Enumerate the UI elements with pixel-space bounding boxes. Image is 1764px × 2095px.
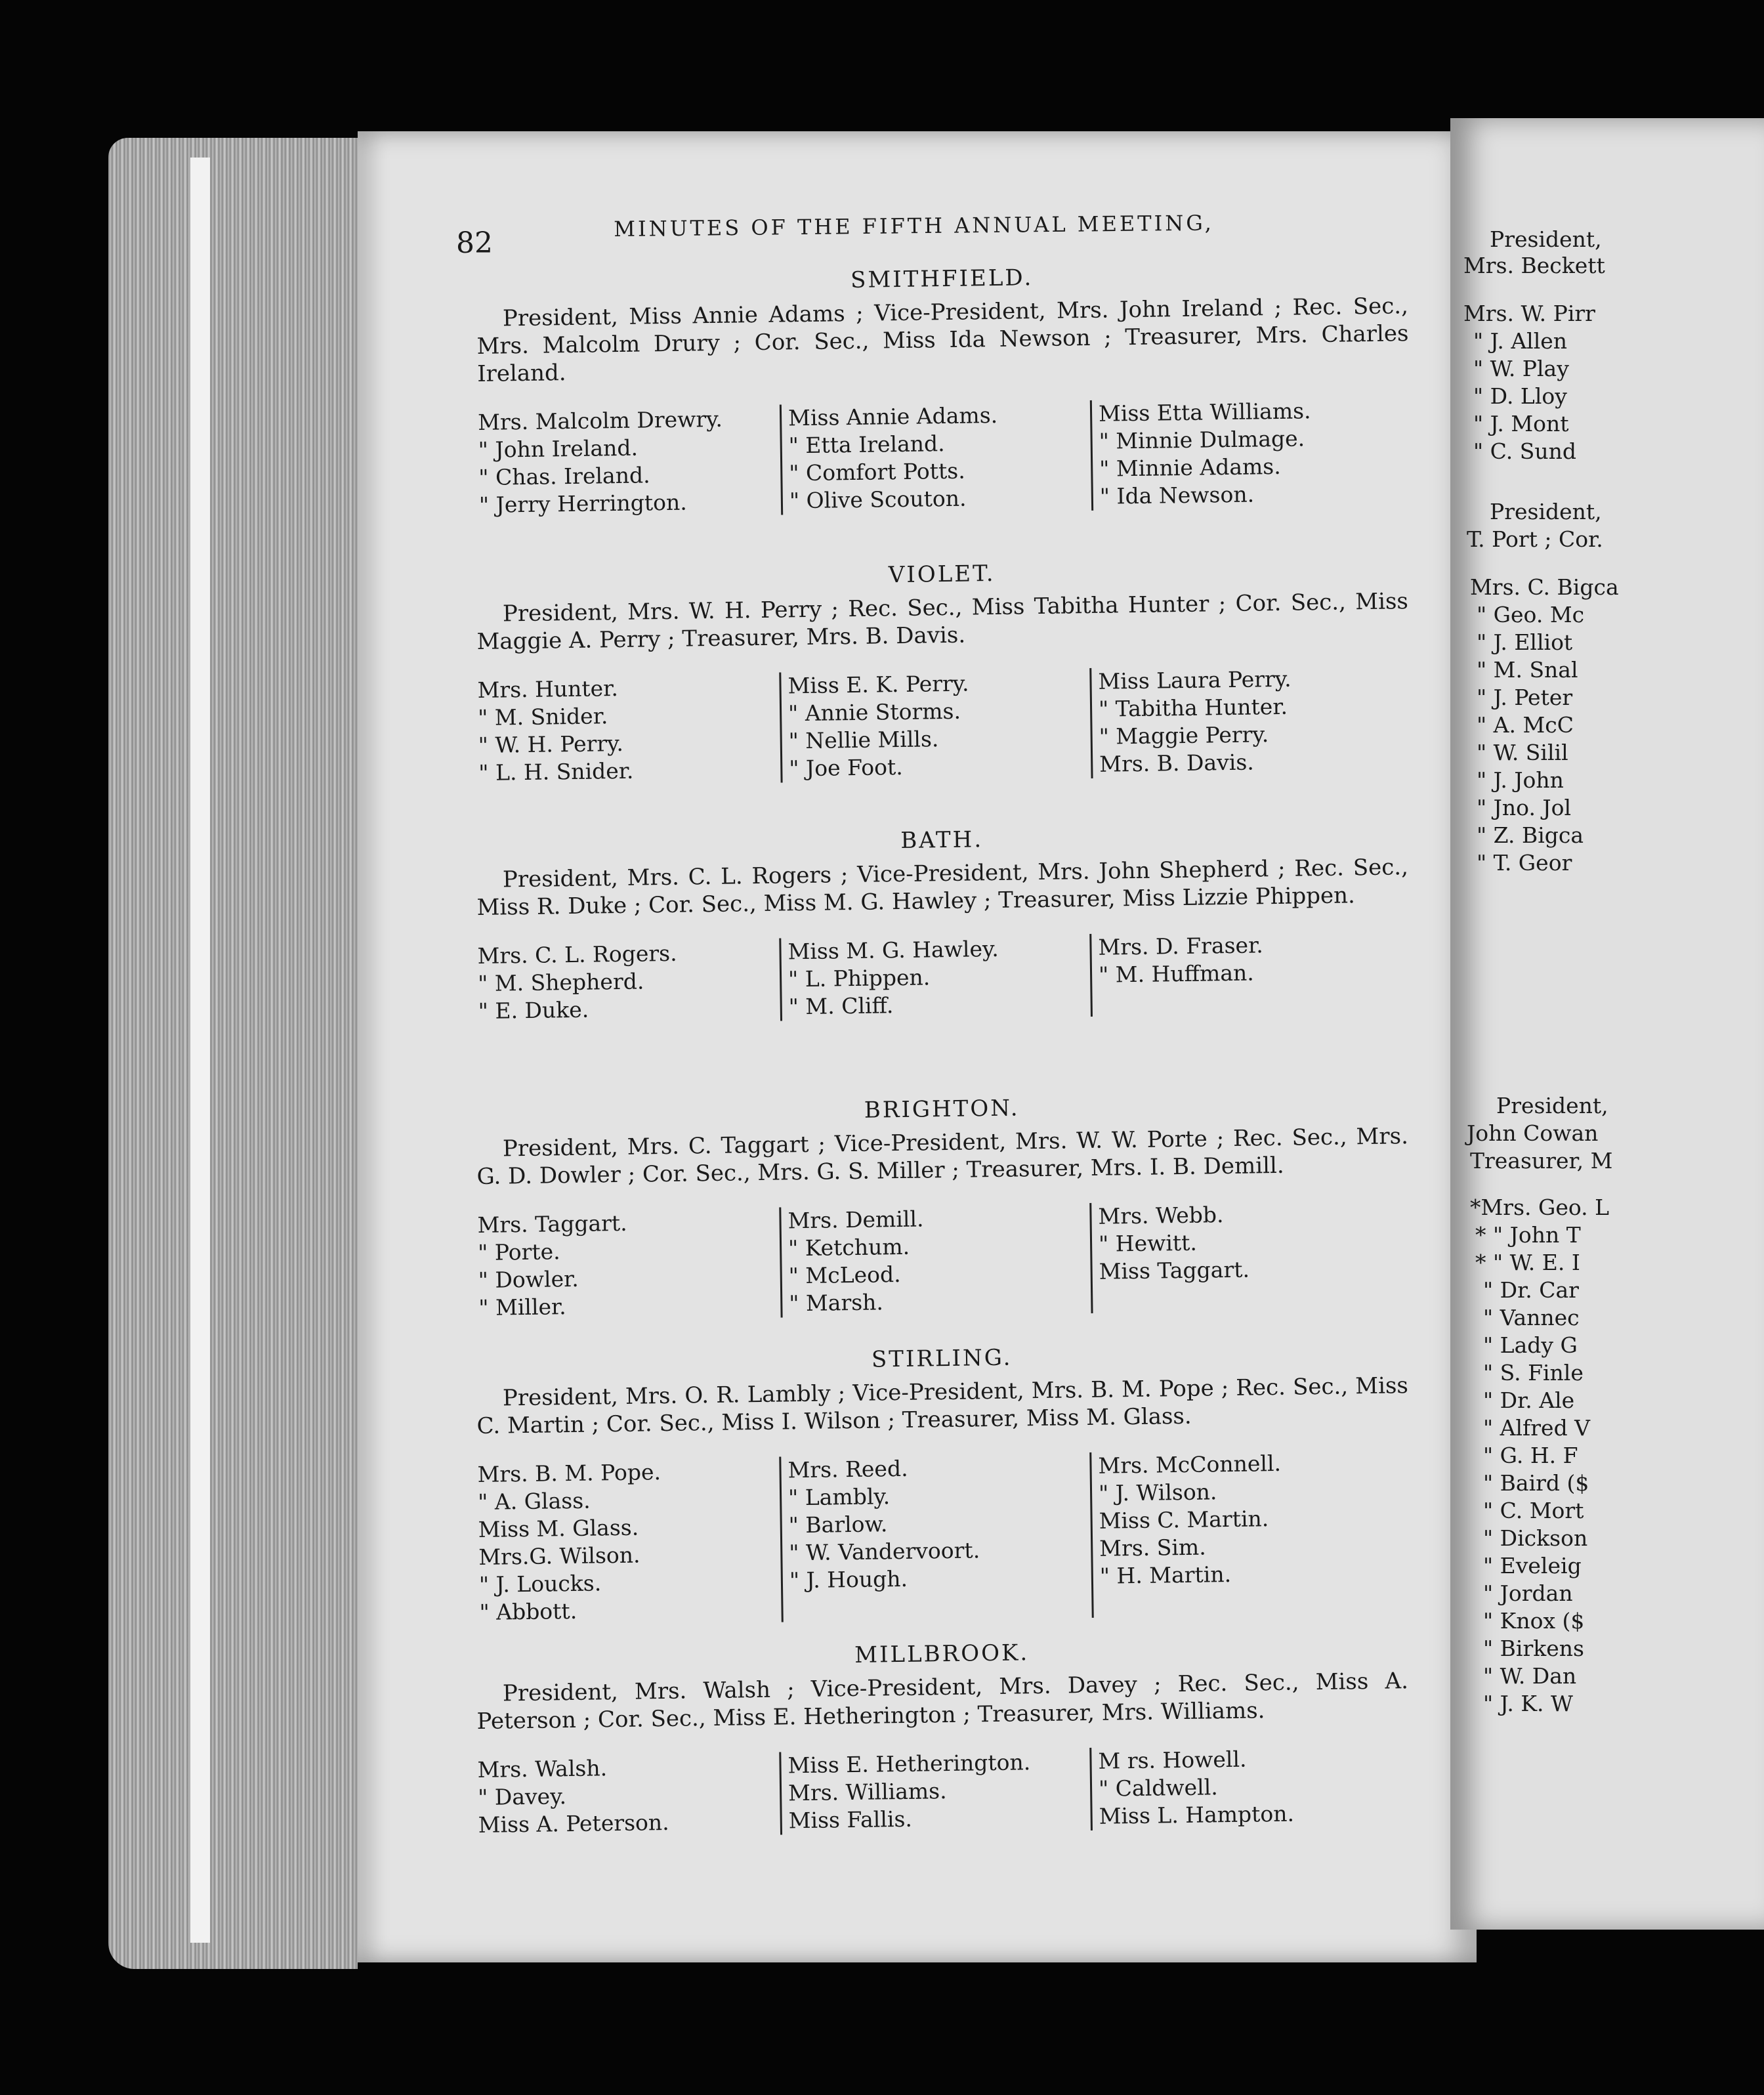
member-name: Mrs. D. Fraser.	[1098, 932, 1263, 960]
member-column	[1089, 929, 1401, 1017]
member-columns	[477, 1448, 1411, 1626]
right-page-line: " J. Mont	[1473, 411, 1569, 436]
section-smithfield	[476, 259, 1411, 519]
member-name: " Miller.	[478, 1294, 566, 1321]
right-page-line: " J. Allen	[1473, 328, 1568, 354]
member-name: " Minnie Adams.	[1099, 453, 1281, 482]
officers-paragraph: President, Mrs. C. Taggart ; Vice-President, Mrs. W. W. Porte ; Rec. Sec., Mrs. G. D. Dowler ; Cor. Sec., Mrs. G. S. Miller ; Treasurer, Mrs. I. B. Demill.	[476, 1123, 1409, 1190]
book-page-edge-highlight	[190, 158, 210, 1943]
member-name: Mrs. McConnell.	[1098, 1450, 1282, 1479]
member-column	[779, 1748, 1091, 1835]
right-page-line: " Dr. Car	[1483, 1277, 1579, 1303]
right-page-line: " J. John	[1477, 767, 1564, 793]
member-name: Miss Etta Williams.	[1098, 398, 1311, 427]
member-name: " M. Snider.	[477, 703, 608, 730]
member-name: " Nellie Mills.	[788, 726, 939, 754]
right-page-line: " W. Play	[1473, 356, 1569, 381]
member-column	[1089, 664, 1401, 778]
member-name: " L. H. Snider.	[478, 757, 634, 786]
member-columns	[478, 396, 1411, 519]
section-title: MILLBROOK.	[854, 1640, 1030, 1668]
member-name: " Ida Newson.	[1099, 481, 1255, 509]
member-name: " L. Phippen.	[788, 964, 931, 992]
member-name: Mrs. Sim.	[1099, 1534, 1206, 1561]
right-page-line: " W. Silil	[1477, 740, 1568, 765]
member-name: " Annie Storms.	[788, 698, 961, 727]
member-column	[779, 1203, 1091, 1318]
member-name: " W. H. Perry.	[478, 730, 624, 758]
member-name: M rs. Howell.	[1098, 1746, 1247, 1774]
member-column	[780, 400, 1091, 515]
right-page-line: John Cowan	[1467, 1120, 1599, 1146]
right-page-line: " C. Sund	[1473, 438, 1576, 464]
member-name: Miss Fallis.	[788, 1806, 913, 1834]
member-name: " Hewitt.	[1098, 1229, 1198, 1257]
member-name: " Chas. Ireland.	[478, 462, 650, 490]
member-column	[477, 1752, 780, 1839]
right-page-line: " J. Peter	[1477, 685, 1573, 710]
member-name: Miss E. K. Perry.	[788, 670, 969, 699]
running-head: MINUTES OF THE FIFTH ANNUAL MEETING,	[614, 210, 1215, 242]
member-column	[477, 939, 780, 1025]
member-name: Mrs. Hunter.	[477, 675, 619, 703]
member-name: " J. Loucks.	[478, 1570, 602, 1598]
member-columns	[477, 664, 1410, 787]
member-name: " Maggie Perry.	[1099, 721, 1269, 750]
member-name: Mrs.G. Wilson.	[478, 1542, 640, 1570]
right-page-line: " Eveleig	[1483, 1553, 1582, 1578]
member-name: " Barlow.	[788, 1511, 888, 1538]
right-page-line: " Alfred V	[1483, 1415, 1591, 1441]
book-page-edges	[108, 138, 358, 1969]
right-page-line: " J. Elliot	[1477, 629, 1573, 655]
member-name: " A. Glass.	[477, 1487, 591, 1515]
member-name: " Caldwell.	[1098, 1774, 1219, 1802]
member-name: " E. Duke.	[478, 996, 589, 1024]
member-name: Mrs. B. M. Pope.	[477, 1459, 662, 1487]
right-page-line: " Dickson	[1483, 1525, 1588, 1551]
member-name: " McLeod.	[788, 1261, 901, 1289]
right-page-line: " C. Mort	[1483, 1498, 1584, 1523]
section-title: VIOLET.	[888, 560, 996, 589]
section-violet	[476, 555, 1411, 787]
member-name: Miss Annie Adams.	[788, 402, 998, 431]
right-page-line: Mrs. W. Pirr	[1463, 301, 1595, 326]
section-bath	[476, 820, 1410, 1025]
member-column	[477, 1457, 781, 1626]
member-name: " Olive Scouton.	[789, 485, 967, 514]
member-name: Mrs. Webb.	[1098, 1202, 1224, 1229]
right-page-line: " W. Dan	[1483, 1663, 1577, 1689]
member-name: " J. Wilson.	[1098, 1479, 1217, 1506]
officers-paragraph: President, Mrs. Walsh ; Vice-President, Mrs. Davey ; Rec. Sec., Miss A. Peterson ; Cor. Sec., Miss E. Hetherington ; Treasurer, Mrs. Williams.	[476, 1668, 1409, 1735]
right-page-line: " Lady G	[1483, 1332, 1578, 1358]
right-page-line: Mrs. C. Bigca	[1470, 574, 1619, 600]
right-page-line: " S. Finle	[1483, 1360, 1584, 1386]
right-page-line: President,	[1496, 1093, 1608, 1118]
member-column	[477, 673, 780, 787]
officers-paragraph: President, Mrs. C. L. Rogers ; Vice-President, Mrs. John Shepherd ; Rec. Sec., Miss R. Duke ; Cor. Sec., Miss M. G. Hawley ; Treasurer, Miss Lizzie Phippen.	[476, 854, 1409, 921]
right-page-line: Treasurer, M	[1470, 1148, 1613, 1174]
right-page-line: Mrs. Beckett	[1463, 253, 1605, 278]
member-name: " Etta Ireland.	[788, 431, 945, 459]
member-name: Miss M. Glass.	[478, 1514, 639, 1542]
member-name: " Comfort Potts.	[789, 457, 965, 486]
member-column	[477, 1208, 780, 1322]
section-title: STIRLING.	[871, 1344, 1013, 1373]
member-name: Mrs. Reed.	[788, 1455, 908, 1483]
right-page-line: " A. McC	[1477, 712, 1574, 738]
right-page-line: " Jno. Jol	[1477, 795, 1572, 820]
member-name: Mrs. C. L. Rogers.	[477, 940, 677, 969]
member-name: Miss M. G. Hawley.	[788, 935, 999, 965]
member-column	[1089, 1198, 1401, 1313]
member-column	[779, 1452, 1091, 1622]
member-name: Mrs. Williams.	[788, 1778, 947, 1806]
right-page-line: " Z. Bigca	[1477, 822, 1584, 848]
right-page-line: " Vannec	[1483, 1305, 1580, 1330]
member-name: Mrs. B. Davis.	[1099, 749, 1254, 777]
member-name: Miss L. Hampton.	[1099, 1800, 1295, 1829]
member-name: " Joe Foot.	[789, 753, 903, 782]
member-name: " Porte.	[477, 1238, 560, 1265]
section-title: SMITHFIELD.	[850, 265, 1034, 294]
right-page-line: President,	[1490, 499, 1602, 524]
member-name: " J. Hough.	[789, 1565, 908, 1594]
member-columns	[477, 929, 1410, 1025]
member-name: Mrs. Demill.	[788, 1206, 924, 1234]
right-page-line: " Jordan	[1483, 1580, 1573, 1606]
right-page-line: " Dr. Ale	[1483, 1387, 1575, 1413]
left-page	[358, 131, 1477, 1962]
member-name: " H. Martin.	[1099, 1561, 1232, 1589]
section-stirling	[476, 1339, 1412, 1626]
member-columns	[477, 1743, 1410, 1839]
right-page-line: *Mrs. Geo. L	[1470, 1195, 1610, 1220]
page-number: 82	[456, 226, 493, 260]
member-name: " W. Vandervoort.	[789, 1537, 980, 1566]
right-page-line: " Knox ($	[1483, 1608, 1585, 1634]
member-name: " Tabitha Hunter.	[1098, 693, 1288, 722]
member-name: " M. Cliff.	[788, 992, 894, 1020]
officers-paragraph: President, Mrs. W. H. Perry ; Rec. Sec., Miss Tabitha Hunter ; Cor. Sec., Miss Maggie A. Perry ; Treasurer, Mrs. B. Davis.	[476, 588, 1409, 655]
section-brighton	[476, 1090, 1411, 1322]
member-name: " John Ireland.	[478, 434, 639, 463]
member-column	[1089, 1743, 1401, 1830]
member-column	[1090, 396, 1402, 511]
right-page-line: * " John T	[1475, 1222, 1581, 1248]
section-millbrook	[476, 1634, 1410, 1839]
section-title: BRIGHTON.	[864, 1095, 1020, 1124]
member-name: Miss A. Peterson.	[478, 1809, 669, 1838]
member-name: Miss E. Hetherington.	[788, 1749, 1031, 1779]
member-name: " Ketchum.	[788, 1233, 910, 1261]
member-name: " Marsh.	[789, 1289, 884, 1317]
member-name: Mrs. Walsh.	[477, 1755, 608, 1783]
member-name: " Lambly.	[788, 1483, 891, 1511]
member-column	[478, 405, 781, 519]
right-page-line: " M. Snal	[1477, 657, 1578, 683]
right-page-line: " J. K. W	[1483, 1691, 1573, 1716]
officers-paragraph: President, Miss Annie Adams ; Vice-President, Mrs. John Ireland ; Rec. Sec., Mrs. Malcolm Drury ; Cor. Sec., Miss Ida Newson ; Treasurer, Mrs. Charles Ireland.	[476, 293, 1409, 387]
member-name: Miss Laura Perry.	[1098, 666, 1292, 694]
right-page	[1450, 118, 1764, 1930]
member-columns	[477, 1198, 1410, 1322]
member-name: " Dowler.	[478, 1265, 579, 1293]
member-name: Miss C. Martin.	[1099, 1506, 1269, 1534]
member-column	[1089, 1448, 1402, 1618]
officers-paragraph: President, Mrs. O. R. Lambly ; Vice-President, Mrs. B. M. Pope ; Rec. Sec., Miss C. Martin ; Cor. Sec., Miss I. Wilson ; Treasurer, Miss M. Glass.	[476, 1372, 1409, 1439]
right-page-line: " Geo. Mc	[1477, 602, 1585, 627]
member-name: " M. Huffman.	[1098, 960, 1254, 988]
member-name: " Minnie Dulmage.	[1099, 425, 1305, 454]
right-page-line: President,	[1490, 226, 1602, 252]
member-name: Mrs. Taggart.	[477, 1210, 627, 1238]
right-page-line: " D. Lloy	[1473, 383, 1567, 409]
right-page-line: T. Port ; Cor.	[1467, 526, 1603, 552]
member-name: Miss Taggart.	[1099, 1256, 1250, 1284]
member-name: " Jerry Herrington.	[478, 489, 687, 518]
right-page-line: " Birkens	[1483, 1636, 1584, 1661]
member-name: " Abbott.	[479, 1598, 578, 1625]
member-name: " M. Shepherd.	[477, 968, 644, 996]
section-title: BATH.	[900, 826, 984, 854]
member-column	[779, 934, 1091, 1021]
right-page-line: * " W. E. I	[1475, 1250, 1580, 1275]
right-page-line: " Baird ($	[1483, 1470, 1589, 1496]
member-column	[779, 668, 1091, 783]
member-name: " Davey.	[477, 1783, 567, 1810]
right-page-line: " T. Geor	[1477, 850, 1572, 876]
member-name: Mrs. Malcolm Drewry.	[477, 406, 723, 435]
right-page-line: " G. H. F	[1483, 1443, 1578, 1468]
